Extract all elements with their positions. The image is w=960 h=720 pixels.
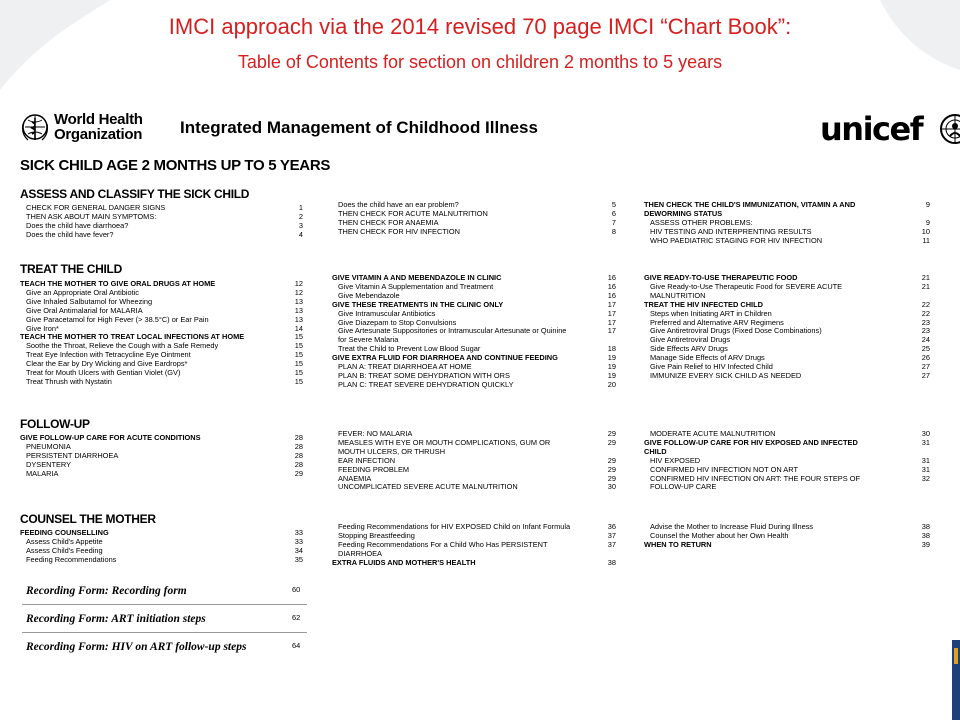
toc-entry: GIVE READY-TO-USE THERAPEUTIC FOOD [644,273,798,282]
recording-form-2-page: 62 [292,613,301,622]
toc-entry: THEN CHECK FOR HIV INFECTION [338,226,460,236]
toc-page-number: 29 [607,455,616,465]
toc-page-number: 35 [294,554,303,564]
toc-entry: TREAT THE HIV INFECTED CHILD [644,299,763,309]
toc-page-number: 1 [298,203,303,212]
toc-page-number: 19 [607,353,616,363]
toc-page-number: 32 [921,473,930,483]
toc-entry: Counsel the Mother about her Own Health [650,530,789,540]
toc-entry: Advise the Mother to Increase Fluid During Illness [650,522,814,531]
toc-entry-continued: for Severe Malaria [338,335,399,345]
toc-page-number: 30 [607,482,616,492]
toc-page-number: 20 [607,379,616,389]
toc-entry: PNEUMONIA [26,441,71,451]
toc-entry: WHO PAEDIATRIC STAGING FOR HIV INFECTION [650,235,823,245]
toc-page-number: 9 [925,217,930,227]
toc-page-number: 2 [298,211,303,221]
toc-entry: PLAN A: TREAT DIARRHOEA AT HOME [338,362,472,371]
toc-page-number: 19 [607,362,616,371]
toc-entry: Give Mebendazole [338,290,400,300]
toc-page-number: 11 [922,235,930,245]
imci-title: Integrated Management of Childhood Illness [180,118,538,137]
toc-entry-continued: DEWORMING STATUS [644,208,723,218]
toc-page-number: 36 [607,522,616,531]
toc-page-number: 15 [294,332,303,342]
toc-page-number: 12 [294,287,303,297]
toc-page-number: 18 [607,344,616,354]
toc-entry: CONFIRMED HIV INFECTION NOT ON ART [650,464,798,474]
toc-entry: Give Inhaled Salbutamol for Wheezing [26,296,153,306]
toc-entry: DYSENTERY [26,459,72,469]
recording-form-1-page: 60 [292,585,301,594]
toc-page-number: 39 [921,539,930,549]
toc-entry: PERSISTENT DIARRHOEA [26,450,119,460]
toc-page-number: 21 [921,281,930,291]
toc-page-number: 33 [294,528,303,537]
toc-entry: THEN ASK ABOUT MAIN SYMPTOMS: [26,211,157,221]
toc-entry: THEN CHECK FOR ACUTE MALNUTRITION [338,208,488,218]
recording-form-2: Recording Form: ART initiation steps [26,613,206,625]
toc-entry: Treat Eye Infection with Tetracycline Eye Ointment [26,350,191,360]
slide-subtitle: Table of Contents for section on children 2 months to 5 years [237,52,723,72]
unicef-wordmark: unicef [820,110,923,148]
toc-entry: Give Ready-to-Use Therapeutic Food for SEVERE ACUTE [650,281,843,291]
toc-entry: THEN CHECK FOR ANAEMIA [338,217,439,227]
toc-entry: Assess Child's Appetite [26,536,103,546]
toc-entry: Give Intramuscular Antibiotics [338,308,436,318]
toc-entry: Does the child have diarrhoea? [26,220,129,230]
toc-entry: UNCOMPLICATED SEVERE ACUTE MALNUTRITION [338,482,518,492]
toc-entry: Soothe the Throat, Relieve the Cough with a Safe Remedy [26,341,219,351]
toc-entry: EXTRA FLUIDS AND MOTHER'S HEALTH [332,557,476,567]
toc-entry: Give an Appropriate Oral Antibiotic [26,287,139,297]
toc-page-number: 31 [921,437,930,447]
recording-form-1: Recording Form: Recording form [26,585,187,597]
unicef-emblem-icon [938,112,960,146]
toc-entry: Assess Child's Feeding [26,545,103,555]
toc-entry: TEACH THE MOTHER TO TREAT LOCAL INFECTIONS AT HOME [20,332,245,342]
toc-page-number: 17 [607,326,616,336]
toc-entry: CHECK FOR GENERAL DANGER SIGNS [26,203,166,212]
toc-page-number: 15 [294,350,303,360]
toc-page-number: 15 [294,359,303,369]
toc-page-number: 28 [294,433,303,442]
toc-page-number: 25 [921,344,930,354]
toc-entry: PLAN B: TREAT SOME DEHYDRATION WITH ORS [338,370,510,380]
toc-page-number: 7 [611,217,616,227]
toc-entry: Treat the Child to Prevent Low Blood Sugar [338,344,481,354]
toc-entry: WHEN TO RETURN [644,539,712,549]
toc-page-number: 21 [921,273,930,282]
who-name-line1: World Health [54,111,143,128]
toc-entry-continued: CHILD [644,446,667,456]
toc-page-number: 28 [294,441,303,451]
toc-page-number: 28 [294,459,303,469]
toc-entry: Give Pain Relief to HIV Infected Child [650,362,773,371]
section-treat: TREAT THE CHILD [20,262,122,276]
toc-page-number: 4 [298,229,303,239]
toc-entry: Give Vitamin A Supplementation and Treatment [338,281,494,291]
toc-entry: Preferred and Alternative ARV Regimens [650,317,784,327]
toc-page-number: 8 [611,226,616,236]
toc-page-number: 38 [607,557,616,567]
slide-title: IMCI approach via the 2014 revised 70 page IMCI “Chart Book”: [168,14,792,39]
toc-entry: HIV EXPOSED [650,455,701,465]
who-logo [20,112,150,146]
toc-page-number: 34 [294,545,303,555]
toc-page-number: 13 [294,305,303,315]
toc-page-number: 15 [294,376,303,386]
toc-entry: IMMUNIZE EVERY SICK CHILD AS NEEDED [650,370,802,380]
toc-entry: Steps when Initiating ART in Children [650,308,772,318]
toc-entry: Does the child have fever? [26,229,114,239]
toc-page-number: 23 [921,326,930,336]
divider [22,604,307,605]
toc-entry: Manage Side Effects of ARV Drugs [650,353,765,363]
toc-entry: FEVER: NO MALARIA [338,429,413,438]
section-counsel: COUNSEL THE MOTHER [20,512,156,526]
toc-page-number: 30 [921,429,930,438]
toc-page-number: 22 [921,299,930,309]
toc-entry: Give Diazepam to Stop Convulsions [338,317,457,327]
toc-entry: EAR INFECTION [338,455,396,465]
toc-entry: Give Artesunate Suppositories or Intramuscular Artesunate or Quinine [338,326,567,336]
toc-entry: Give Iron* [26,323,59,333]
toc-page-number: 28 [294,450,303,460]
toc-page-number: 16 [607,281,616,291]
toc-page-number: 29 [607,473,616,483]
toc-entry: Treat for Mouth Ulcers with Gentian Violet (GV) [26,368,181,377]
toc-entry: Clear the Ear by Dry Wicking and Give Eardrops* [26,359,188,369]
toc-entry: Stopping Breastfeeding [338,530,415,540]
toc-entry: Does the child have an ear problem? [338,200,459,209]
toc-page-number: 17 [607,317,616,327]
who-name-line2: Organization [54,126,143,143]
toc-page-number: 29 [607,437,616,447]
toc-entry: Treat Thrush with Nystatin [26,376,112,386]
toc-entry: Give Antiretroviral Drugs (Fixed Dose Combinations) [650,326,822,336]
toc-entry: GIVE FOLLOW-UP CARE FOR ACUTE CONDITIONS [20,433,201,442]
toc-page-number: 24 [921,335,930,345]
toc-entry: GIVE EXTRA FLUID FOR DIARRHOEA AND CONTINUE FEEDING [332,353,558,363]
toc-entry: ASSESS OTHER PROBLEMS: [650,217,753,227]
toc-entry: FEEDING PROBLEM [338,464,410,474]
toc-entry: Feeding Recommendations for HIV EXPOSED Child on Infant Formula [338,522,571,531]
toc-page-number: 3 [298,220,303,230]
toc-entry: GIVE THESE TREATMENTS IN THE CLINIC ONLY [332,299,504,309]
toc-entry: Give Antiretroviral Drugs [650,335,731,345]
toc-entry: GIVE VITAMIN A AND MEBENDAZOLE IN CLINIC [332,273,502,282]
toc-page-number: 37 [607,539,616,549]
recording-form-3: Recording Form: HIV on ART follow-up steps [26,641,247,653]
toc-page-number: 15 [294,368,303,377]
toc-entry-continued: DIARRHOEA [338,548,382,558]
toc-entry-continued: MOUTH ULCERS, OR THRUSH [338,446,446,456]
toc-entry: Give Paracetamol for High Fever (> 38.5°C) or Ear Pain [26,314,209,324]
toc-entry: MODERATE ACUTE MALNUTRITION [650,429,776,438]
toc-entry: PLAN C: TREAT SEVERE DEHYDRATION QUICKLY [338,379,514,389]
toc-page-number: 16 [607,273,616,282]
toc-entry: Feeding Recommendations [26,554,117,564]
toc-page-number: 9 [925,200,930,209]
toc-page-number: 16 [607,290,616,300]
accent-bar-highlight [954,648,958,664]
toc-page-number: 13 [294,314,303,324]
toc-page-number: 17 [607,299,616,309]
toc-page-number: 13 [294,296,303,306]
toc-page-number: 23 [921,317,930,327]
toc-page-number: 29 [607,429,616,438]
toc-page-number: 22 [921,308,930,318]
toc-page-number: 15 [294,341,303,351]
toc-page-number: 27 [921,370,930,380]
toc-page-number: 31 [921,455,930,465]
toc-page-number: 37 [607,530,616,540]
toc-entry-continued: MALNUTRITION [650,290,706,300]
toc-page-number: 12 [294,279,303,288]
toc-entry-continued: FOLLOW-UP CARE [650,482,717,492]
main-heading: SICK CHILD AGE 2 MONTHS UP TO 5 YEARS [20,157,331,174]
toc-entry: FEEDING COUNSELLING [20,528,109,537]
section-follow-up: FOLLOW-UP [20,417,90,431]
toc-entry: ANAEMIA [338,473,372,483]
toc-page-number: 6 [611,208,616,218]
toc-entry: HIV TESTING AND INTERPRENTING RESULTS [650,226,812,236]
recording-form-3-page: 64 [292,641,301,650]
toc-page-number: 14 [294,323,303,333]
toc-entry: MEASLES WITH EYE OR MOUTH COMPLICATIONS, GUM OR [338,437,551,447]
toc-entry: MALARIA [26,468,59,478]
toc-entry: TEACH THE MOTHER TO GIVE ORAL DRUGS AT HOME [20,279,216,288]
toc-page-number: 29 [294,468,303,478]
toc-page-number: 38 [921,530,930,540]
toc-entry: Give Oral Antimalarial for MALARIA [26,305,143,315]
toc-entry: Side Effects ARV Drugs [650,344,728,354]
toc-page-number: 10 [921,226,930,236]
toc-page-number: 29 [607,464,616,474]
toc-page-number: 33 [294,536,303,546]
toc-page-number: 38 [921,522,930,531]
toc-page-number: 31 [921,464,930,474]
toc-page-number: 5 [611,200,616,209]
toc-entry: Feeding Recommendations For a Child Who Has PERSISTENT [338,539,548,549]
divider [22,632,307,633]
section-assess: ASSESS AND CLASSIFY THE SICK CHILD [20,187,250,201]
toc-page-number: 26 [921,353,930,363]
toc-entry: GIVE FOLLOW-UP CARE FOR HIV EXPOSED AND INFECTED [644,437,858,447]
who-emblem-icon [20,112,50,144]
toc-page-number: 17 [607,308,616,318]
toc-page-number: 19 [607,370,616,380]
toc-entry: CONFIRMED HIV INFECTION ON ART: THE FOUR STEPS OF [650,473,860,483]
toc-entry: THEN CHECK THE CHILD'S IMMUNIZATION, VITAMIN A AND [644,200,856,209]
toc-page-number: 27 [921,362,930,371]
